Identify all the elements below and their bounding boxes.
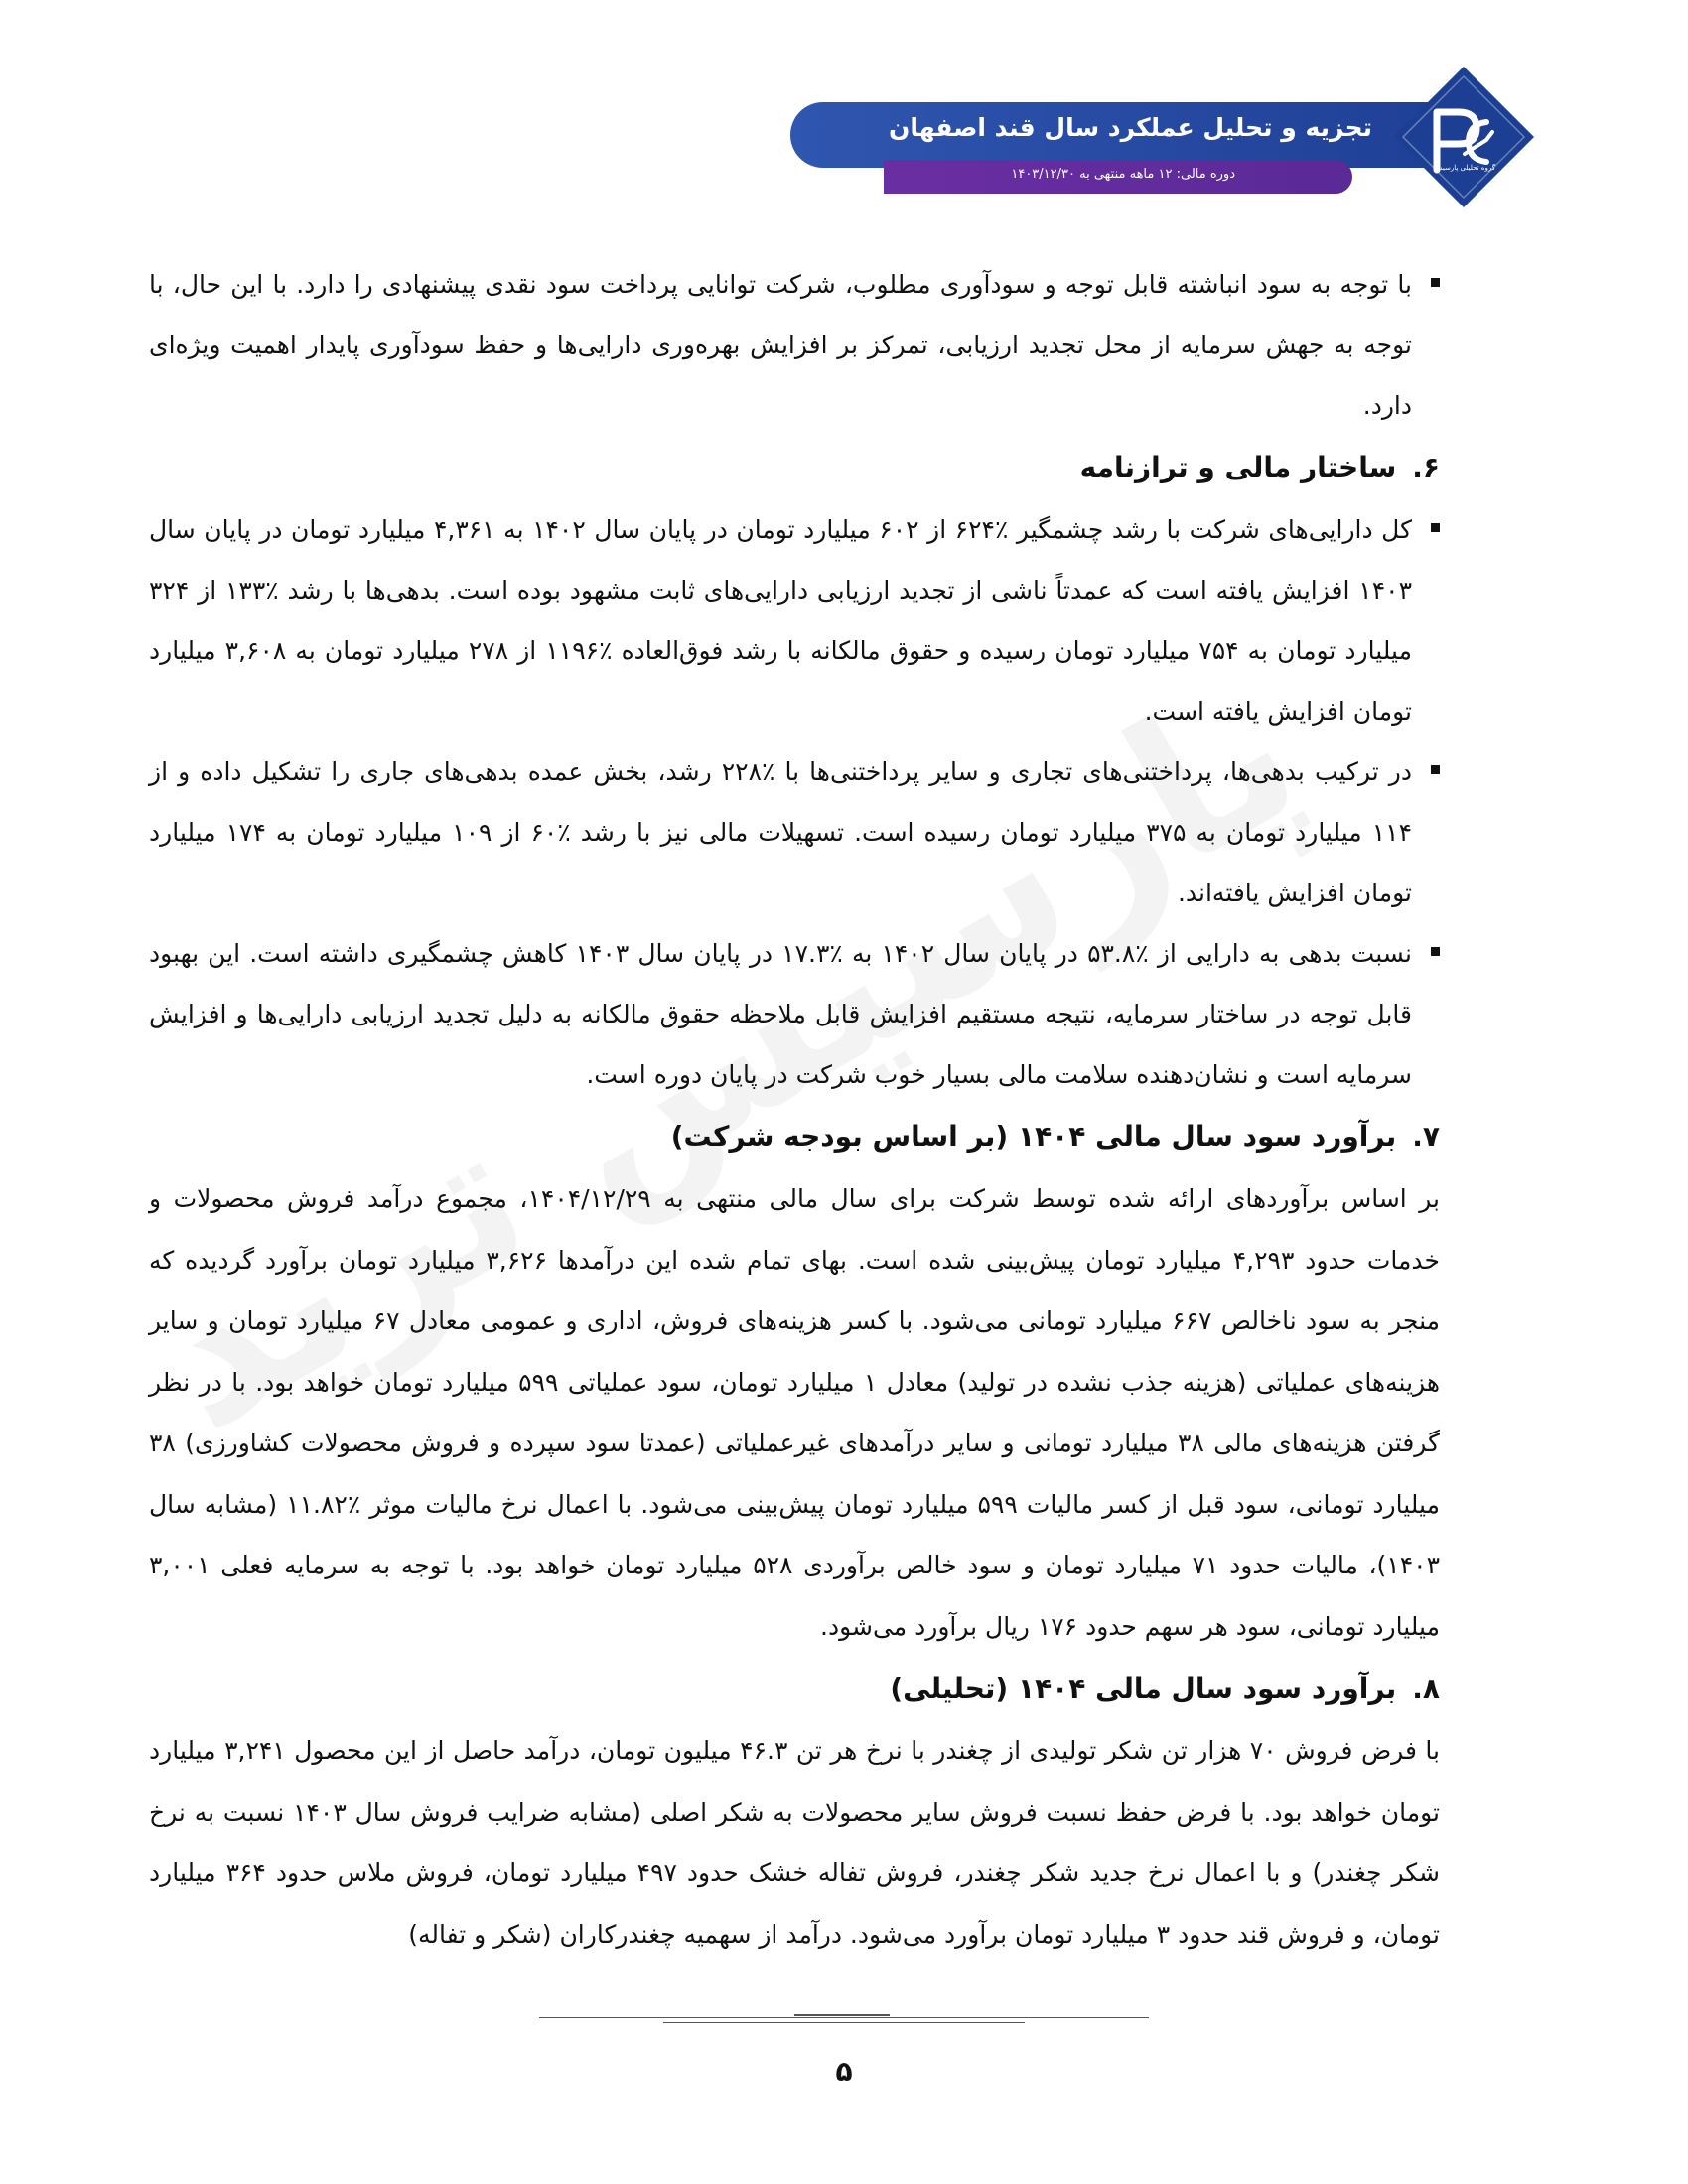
section-number: ۶. xyxy=(1412,451,1440,483)
section-paragraph: بر اساس برآوردهای ارائه شده توسط شرکت برای سال مالی منتهی به ۱۴۰۴/۱۲/۲۹، مجموع درآمد فروش محصولات و خدمات حدود ۴,۲۹۳ میلیارد تومان پیش‌بینی شده است. بهای تمام شده این درآمدها ۳,۶۲۶ میلیارد تومان برآورد گردیده که منجر به سود ناخالص ۶۶۷ میلیارد تومانی می‌شود. با کسر هزینه‌های فروش، اداری و عمومی معادل ۶۷ میلیارد تومان و سایر هزینه‌های عملیاتی (هزینه جذب نشده در تولید) معادل ۱ میلیارد تومان، سود عملیاتی ۵۹۹ میلیارد تومان خواهد بود. با در نظر گرفتن هزینه‌های مالی ۳۸ میلیارد تومانی و سایر درآمدهای غیرعملیاتی (عمدتا سود سپرده و فروش محصولات کشاورزی) ۳۸ میلیارد تومانی، سود قبل از کسر مالیات ۵۹۹ میلیارد تومان پیش‌بینی می‌شود. با اعمال نرخ مالیات موثر ٪۱۱.۸۲ (مشابه سال ۱۴۰۳)، مالیات حدود ۷۱ میلیارد تومان و سود خالص برآوردی ۵۲۸ میلیارد تومان خواهد بود. با توجه به سرمایه فعلی ۳,۰۰۱ میلیارد تومانی، سود هر سهم حدود ۱۷۶ ریال برآورد می‌شود. xyxy=(149,1184,1441,1641)
list-item xyxy=(149,254,1440,436)
list-item xyxy=(149,499,1440,742)
bullet-text: در ترکیب بدهی‌ها، پرداختنی‌های تجاری و سایر پرداختنی‌ها با ٪۲۲۸ رشد، بخش عمده بدهی‌های جاری را تشکیل داده و از ۱۱۴ میلیارد تومان به ۳۷۵ میلیارد تومان رسیده است. تسهیلات مالی نیز با رشد ٪۶۰ از ۱۰۹ میلیارد تومان به ۱۷۴ میلیارد تومان افزایش یافته‌اند. xyxy=(149,757,1413,907)
bullet-icon xyxy=(1431,523,1440,532)
bullet-text: کل دارایی‌های شرکت با رشد چشمگیر ٪۶۲۴ از ۶۰۲ میلیارد تومان در پایان سال ۱۴۰۲ به ۴,۳۶۱ میلیارد تومان در پایان سال ۱۴۰۳ افزایش یافته است که عمدتاً ناشی از تجدید ارزیابی دارایی‌های ثابت مشهود بوده است. بدهی‌ها با رشد ٪۱۳۳ از ۳۲۴ میلیارد تومان به ۷۵۴ میلیارد تومان رسیده و حقوق مالکانه با رشد فوق‌العاده ٪۱۱۹۶ از ۲۷۸ میلیارد تومان به ۳,۶۰۸ میلیارد تومان افزایش یافته است. xyxy=(149,515,1412,726)
bullet-text: با توجه به سود انباشته قابل توجه و سودآوری مطلوب، شرکت توانایی پرداخت سود نقدی پیشنهادی را دارد. با این حال، با توجه به جهش سرمایه از محل تجدید ارزیابی، تمرکز بر افزایش بهره‌وری دارایی‌ها و حفظ سودآوری پایدار اهمیت ویژه‌ای دارد. xyxy=(149,270,1412,420)
page-number: ۵ xyxy=(835,2055,853,2088)
list-item xyxy=(149,742,1440,923)
footer-divider xyxy=(539,2017,1149,2018)
report-title: تجزیه و تحلیل عملکرد سال قند اصفهان xyxy=(889,113,1372,142)
section-title: برآورد سود سال مالی ۱۴۰۴ (بر اساس بودجه شرکت) xyxy=(670,1120,1397,1153)
section-heading-8 xyxy=(149,1657,1440,1720)
section-paragraph: با فرض فروش ۷۰ هزار تن شکر تولیدی از چغندر با نرخ هر تن ۴۶.۳ میلیون تومان، درآمد حاصل از این محصول ۳,۲۴۱ میلیارد تومان خواهد بود. با فرض حفظ نسبت فروش سایر محصولات به شکر اصلی (مشابه ضرایب فروش سال ۱۴۰۳ نسبت به نرخ شکر چغندر) و با اعمال نرخ جدید شکر چغندر، فروش تفاله خشک حدود ۴۹۷ میلیارد تومان، فروش ملاس حدود ۳۶۴ میلیارد تومان، و فروش قند حدود ۳ میلیارد تومان برآورد می‌شود. درآمد از سهمیه چغندرکاران (شکر و تفاله) xyxy=(149,1736,1440,1949)
document-body xyxy=(149,254,1440,1965)
section-heading-7 xyxy=(149,1105,1440,1168)
footer-divider xyxy=(794,2014,890,2016)
section-title: ساختار مالی و ترازنامه xyxy=(1079,451,1397,483)
company-logo-icon xyxy=(1389,63,1538,211)
bullet-icon xyxy=(1431,278,1440,287)
section-title: برآورد سود سال مالی ۱۴۰۴ (تحلیلی) xyxy=(890,1672,1397,1705)
bullet-icon xyxy=(1431,765,1440,774)
section-number: ۸. xyxy=(1412,1672,1440,1705)
report-period: دوره مالی: ۱۲ ماهه منتهی به ۱۴۰۳/۱۲/۳۰ xyxy=(1011,167,1235,182)
bullet-text: نسبت بدهی به دارایی از ٪۵۳.۸ در پایان سال ۱۴۰۲ به ٪۱۷.۳ در پایان سال ۱۴۰۳ کاهش چشمگیری داشته است. این بهبود قابل توجه در ساختار سرمایه، نتیجه مستقیم افزایش قابل ملاحظه حقوق مالکانه به دلیل تجدید ارزیابی دارایی‌ها و افزایش سرمایه است و نشان‌دهنده سلامت مالی بسیار خوب شرکت در پایان دوره است. xyxy=(149,939,1413,1089)
bullet-icon xyxy=(1431,947,1440,956)
page-header xyxy=(0,0,1688,228)
section-heading-6 xyxy=(149,436,1440,499)
logo-caption: گروه تحلیلی پارسیس xyxy=(1433,164,1496,172)
footer-divider xyxy=(663,2022,1025,2023)
list-item xyxy=(149,923,1440,1105)
section-number: ۷. xyxy=(1412,1120,1440,1153)
